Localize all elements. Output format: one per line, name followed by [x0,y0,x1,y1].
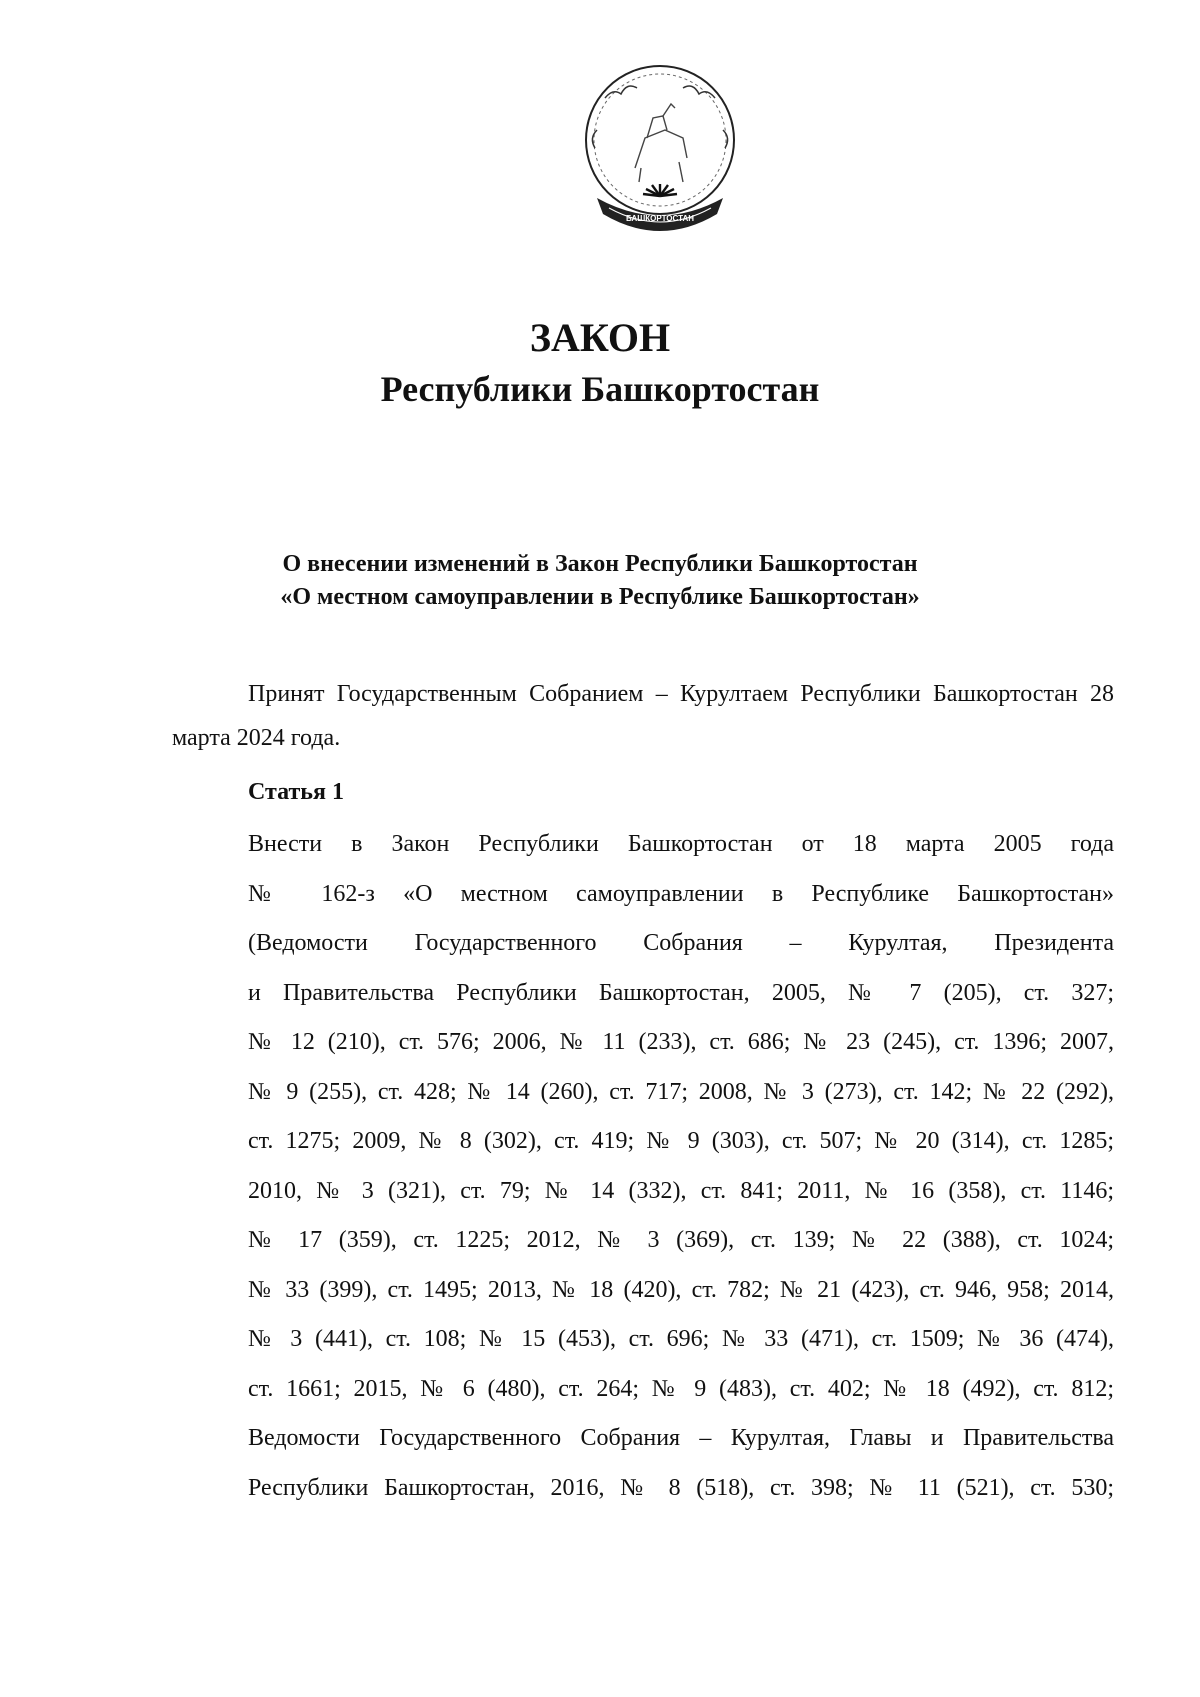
page-title: ЗАКОН [529,315,671,360]
article-line: № 17 (359), ст. 1225; 2012, № 3 (369), ст. 139; № 22 (388), ст. 1024; [248,1227,1114,1253]
article-line: (Ведомости Государственного Собрания – Курултая, Президента [248,930,1114,956]
article-line: Внести в Закон Республики Башкортостан от 18 марта 2005 года [248,831,1114,857]
article-line: № 162-з «О местном самоуправлении в Республике Башкортостан» [248,880,1114,907]
article-line: ст. 1661; 2015, № 6 (480), ст. 264; № 9 (483), ст. 402; № 18 (492), ст. 812; [248,1375,1114,1402]
article-line: № 33 (399), ст. 1495; 2013, № 18 (420), ст. 782; № 21 (423), ст. 946, 958; 2014, [248,1276,1114,1303]
article-line: и Правительства Республики Башкортостан, 2005, № 7 (205), ст. 327; [248,979,1114,1006]
adoption-paragraph: Принят Государственным Собранием – Курултаем Республики Башкортостан 28 марта 2024 года. [172,681,1114,751]
emblem-ribbon-text: БАШКОРТОСТАН [625,214,695,223]
bashkortostan-coat-of-arms-icon [575,58,745,248]
article-line: Ведомости Государственного Собрания – Курултая, Главы и Правительства [248,1425,1114,1451]
law-title-block [0,312,1200,414]
subject-line-1: О внесении изменений в Закон Республики Башкортостан [282,551,918,577]
article-heading: Статья 1 [248,779,344,805]
article-line: Республики Башкортостан, 2016, № 8 (518), ст. 398; № 11 (521), ст. 530; [248,1474,1114,1501]
page-subtitle: Республики Башкортостан [380,369,820,409]
article-line: № 3 (441), ст. 108; № 15 (453), ст. 696; № 33 (471), ст. 1509; № 36 (474), [248,1326,1114,1352]
article-line: № 12 (210), ст. 576; 2006, № 11 (233), ст. 686; № 23 (245), ст. 1396; 2007, [248,1029,1114,1055]
coat-of-arms-emblem [575,58,745,248]
article-line: № 9 (255), ст. 428; № 14 (260), ст. 717; 2008, № 3 (273), ст. 142; № 22 (292), [248,1078,1114,1105]
law-subject [0,548,1200,614]
article-body [172,820,1114,1513]
article-line: 2010, № 3 (321), ст. 79; № 14 (332), ст. 841; 2011, № 16 (358), ст. 1146; [248,1177,1114,1204]
article-line: ст. 1275; 2009, № 8 (302), ст. 419; № 9 (303), ст. 507; № 20 (314), ст. 1285; [248,1128,1114,1154]
subject-line-2: «О местном самоуправлении в Республике Башкортостан» [280,584,920,610]
